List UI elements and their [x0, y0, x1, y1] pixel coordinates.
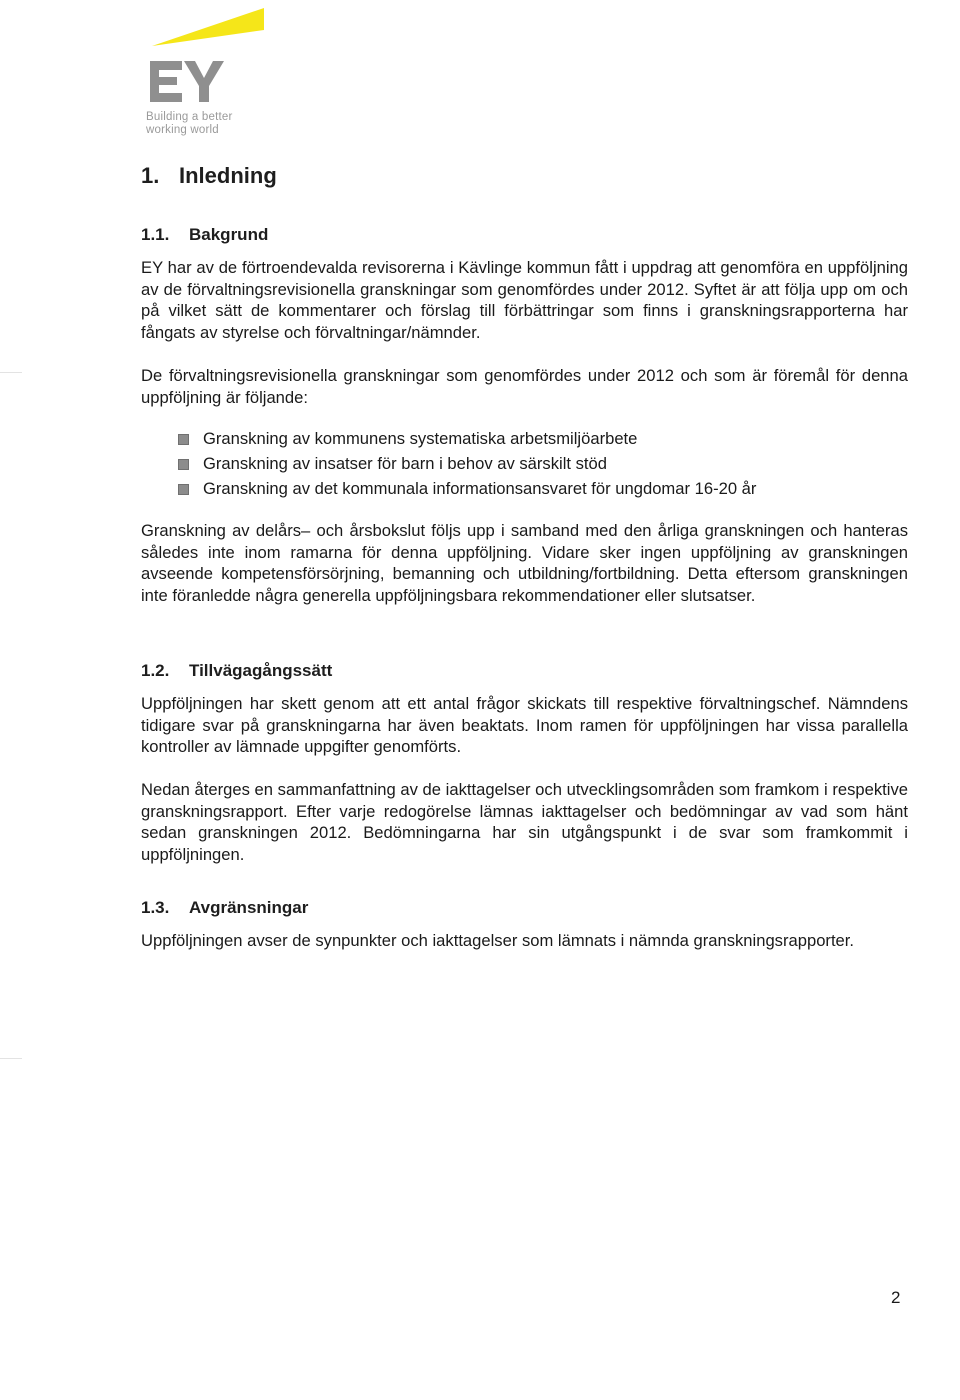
paragraph: Uppföljningen avser de synpunkter och iakttagelser som lämnats i nämnda granskningsrapporter.	[141, 931, 855, 950]
paragraph: Nedan återges en sammanfattning av de iakttagelser och utvecklingsområden som framkom i respektive granskningsrapport. Efter varje redogörelse lämnas iakttagelser och bedömningar av vad som hänt sedan granskningen 2012. Bedömningarna har sin utgångspunkt i de svar som framkommit i uppföljningen.	[141, 780, 908, 864]
subsection-title: Bakgrund	[189, 225, 269, 244]
paragraph: De förvaltningsrevisionella granskningar som genomfördes under 2012 och som är föremål för denna uppföljning är följande:	[141, 366, 908, 407]
page-number: 2	[891, 1288, 901, 1307]
tagline-line-1: Building a better	[146, 111, 233, 123]
list-item-text: Granskning av insatser för barn i behov av särskilt stöd	[203, 454, 607, 473]
paragraph: Granskning av delårs– och årsbokslut följs upp i samband med den årliga granskningen och hanteras således inte inom ramarna för denna uppföljning. Vidare sker ingen uppföljning av granskningen avseende kompetensförsörjning, bemanning och utbildning/fortbildning. Detta eftersom granskningen inte föranledde några generella uppföljningsbara rekommendationer eller slutsatser.	[141, 521, 908, 605]
subsection-number: 1.1.	[141, 225, 170, 244]
paragraph: EY har av de förtroendevalda revisorerna i Kävlinge kommun fått i uppdrag att genomföra en uppföljning av de förvaltningsrevisionella granskningar som genomfördes under 2012. Syftet är att följa upp om och på vilket sätt de kommentarer och förslag till förbättringar som finns i granskningsrapporterna har fångats av styrelse och förvaltningar/nämnder.	[141, 258, 908, 342]
logo-tagline	[146, 111, 266, 137]
section-heading	[141, 163, 277, 189]
ey-logo-graphic	[148, 6, 268, 106]
list-item-text: Granskning av det kommunala informationsansvaret för ungdomar 16-20 år	[203, 479, 757, 498]
list-item	[178, 478, 756, 503]
list-item	[178, 428, 756, 453]
square-bullet-icon	[178, 484, 189, 495]
subsection-number: 1.2.	[141, 661, 170, 680]
margin-mark	[0, 1058, 22, 1059]
margin-mark	[0, 372, 22, 373]
square-bullet-icon	[178, 459, 189, 470]
subsection-heading-avgransningar	[141, 898, 308, 918]
list-item	[178, 453, 756, 478]
square-bullet-icon	[178, 434, 189, 445]
list-item-text: Granskning av kommunens systematiska arbetsmiljöarbete	[203, 429, 638, 448]
subsection-title: Avgränsningar	[189, 898, 309, 917]
subsection-number: 1.3.	[141, 898, 170, 917]
section-title: Inledning	[179, 163, 277, 188]
subsection-title: Tillvägagångssätt	[189, 661, 333, 680]
tagline-line-2: working world	[146, 124, 219, 136]
bullet-list	[178, 428, 756, 503]
subsection-heading-tillvagagangssatt	[141, 661, 332, 681]
section-number: 1.	[141, 163, 160, 188]
subsection-heading-bakgrund	[141, 225, 268, 245]
logo-beam	[152, 8, 264, 46]
logo-lettermark	[150, 61, 224, 102]
paragraph: Uppföljningen har skett genom att ett antal frågor skickats till respektive förvaltningschef. Nämndens tidigare svar på granskningarna har även beaktats. Inom ramen för uppföljningen har vissa parallella kontroller av lämnade uppgifter genomförts.	[141, 694, 908, 756]
